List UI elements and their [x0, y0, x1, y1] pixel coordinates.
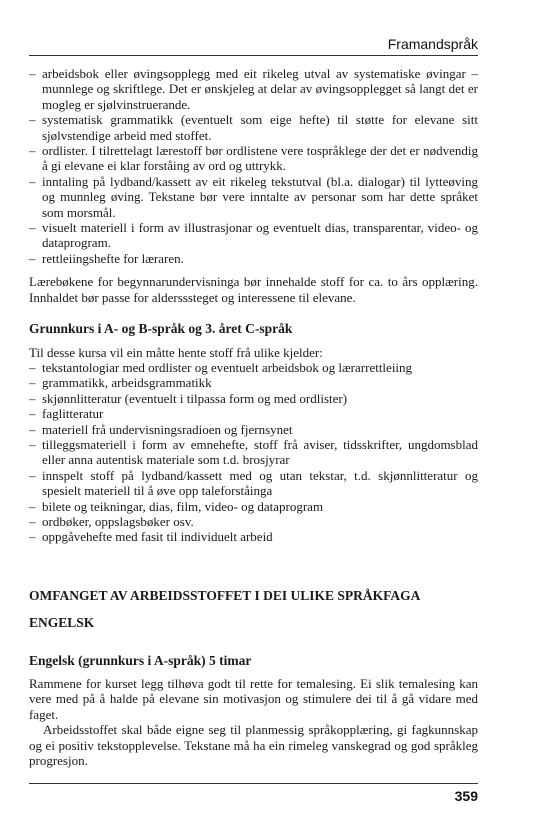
footer-rule — [29, 783, 478, 784]
list-item: – systematisk grammatikk (eventuelt som eige hefte) til støtte for elevane sitt sjølvstendige arbeid med stoffet. — [29, 112, 478, 143]
section-heading: Grunnkurs i A- og B-språk og 3. året C-språk — [29, 321, 293, 337]
list-item: – innspelt stoff på lydband/kassett med og utan tekstar, t.d. skjønnlitteratur og spesielt materiell til å øve opp taleforståinga — [29, 468, 478, 499]
header-rule — [29, 55, 478, 56]
running-header: Framandspråk — [387, 36, 478, 52]
list-item: – grammatikk, arbeidsgrammatikk — [29, 375, 478, 390]
list-item: – visuelt materiell i form av illustrasjonar og eventuelt dias, transparentar, video- og dataprogram. — [29, 220, 478, 251]
materials-list — [29, 66, 478, 266]
list-item: – bilete og teikningar, dias, film, video- og dataprogram — [29, 499, 478, 514]
page-number: 359 — [454, 788, 478, 804]
subject-heading: ENGELSK — [29, 615, 95, 631]
list-item: – ordbøker, oppslagsbøker osv. — [29, 514, 478, 529]
list-item: – tekstantologiar med ordlister og eventuelt arbeidsbok og lærarrettleiing — [29, 360, 478, 375]
course-heading: Engelsk (grunnkurs i A-språk) 5 timar — [29, 652, 252, 668]
paragraph-theme-reading: Rammene for kurset legg tilhøva godt til rette for temalesing. Ei slik temalesing kan vere med på å halde på elevane sin motivasjon og stimulere dei til å gå vidare med faget. — [29, 676, 478, 722]
list-item: – rettleiingshefte for læraren. — [29, 251, 478, 266]
list-item: – oppgåvehefte med fasit til individuelt arbeid — [29, 529, 478, 544]
list-item: – tilleggsmateriell i form av emnehefte, stoff frå aviser, tidsskrifter, ungdomsblad eller anna autentisk materiale som t.d. brosjyrar — [29, 437, 478, 468]
list-item: – arbeidsbok eller øvingsopplegg med eit rikeleg utval av systematiske øvingar – munnlege og skriftlege. Det er ønskjeleg at delar av øvingsopplegget så langt det er mogleg er sjølvinstruerande. — [29, 66, 478, 112]
list-item: – inntaling på lydband/kassett av eit rikeleg tekstutval (bl.a. dialogar) til lytteøving og munnleg øving. Tekstane bør vere inntalte av personar som har dette språket som morsmål. — [29, 174, 478, 220]
list-item: – materiell frå undervisningsradioen og fjernsynet — [29, 422, 478, 437]
section-intro: Til desse kursa vil ein måtte hente stoff frå ulike kjelder: — [29, 344, 323, 360]
paragraph-textbooks: Lærebøkene for begynnarundervisninga bør innehalde stoff for ca. to års opplæring. Innhaldet bør passe for aldersssteget og interessene til elevane. — [29, 274, 478, 305]
paragraph-work-material: Arbeidsstoffet skal både eigne seg til planmessig språkopplæring, gi fagkunnskap og ei positiv tekstopplevelse. Tekstane må ha ein rimeleg vanskegrad og god språkleg progresjon. — [29, 722, 478, 769]
page-content — [29, 66, 478, 768]
list-item: – skjønnlitteratur (eventuelt i tilpassa form og med ordlister) — [29, 391, 478, 406]
list-item: – ordlister. I tilrettelagt lærestoff bør ordlistene vere tospråklege der det er nødvendig å gi elevane ei klar forståing av ord og uttrykk. — [29, 143, 478, 174]
chapter-heading: OMFANGET AV ARBEIDSSTOFFET I DEI ULIKE SPRÅKFAGA — [29, 587, 421, 603]
sources-list — [29, 360, 478, 545]
list-item: – faglitteratur — [29, 406, 478, 421]
